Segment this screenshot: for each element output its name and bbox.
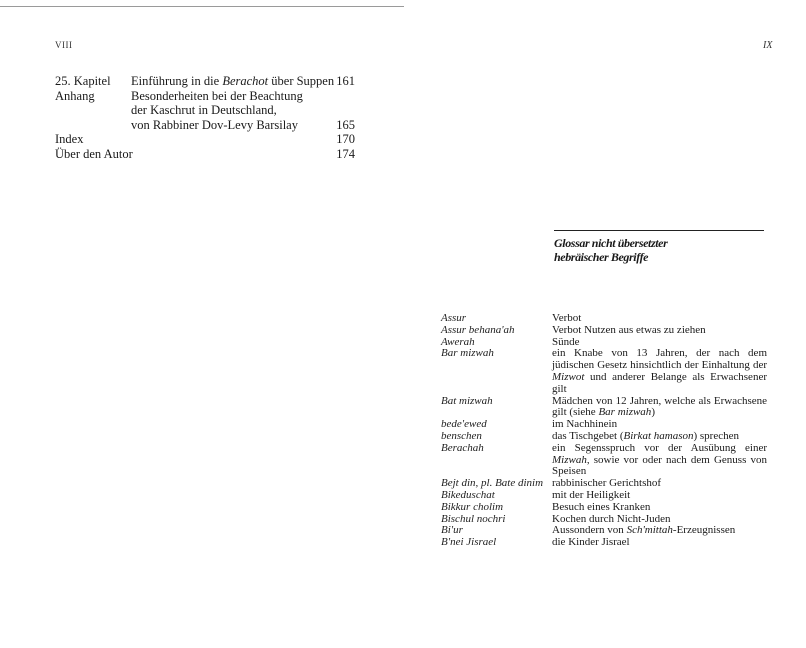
glossary-definition bbox=[552, 443, 767, 478]
glossary-definition-text: Mädchen von 12 Jahren, welche als Erwachsene gilt (siehe bbox=[552, 394, 767, 419]
glossary-definition-text: Verbot Nutzen aus etwas zu ziehen bbox=[552, 323, 706, 336]
glossary-definition-text: rabbinischer Gerichtshof bbox=[552, 477, 662, 490]
glossary-term: Awerah bbox=[441, 335, 475, 348]
toc-entry-author bbox=[55, 147, 355, 162]
table-of-contents bbox=[55, 74, 355, 161]
toc-label: 25. Kapitel bbox=[55, 74, 111, 88]
glossary-definition-text: mit der Heiligkeit bbox=[552, 488, 631, 501]
glossary-term: Bikkur cholim bbox=[441, 500, 504, 513]
toc-label: Anhang bbox=[55, 88, 95, 103]
glossary-definition-text: Sünde bbox=[552, 335, 580, 348]
glossary-term: Bar mizwah bbox=[441, 347, 494, 360]
glossary-term: Assur bbox=[441, 312, 467, 324]
glossary-term: Assur behana'ah bbox=[441, 323, 515, 336]
toc-title-line: Besonderheiten bei der Beachtung bbox=[131, 88, 303, 103]
toc-entry-index bbox=[55, 132, 355, 147]
glossary-heading bbox=[554, 236, 667, 264]
page-number-left: VIII bbox=[55, 40, 73, 50]
glossary-definition-italic: Bar mizwah bbox=[598, 406, 652, 419]
toc-page-number: 165 bbox=[336, 117, 355, 132]
glossary-definition-text: im Nachhinein bbox=[552, 418, 618, 431]
glossary-definition bbox=[552, 325, 767, 337]
glossary-definition-text: ) bbox=[651, 406, 655, 419]
glossary-entry bbox=[441, 325, 767, 337]
toc-page-number: 170 bbox=[336, 132, 355, 146]
toc-title: Über den Autor bbox=[55, 146, 133, 161]
glossary-term: Bikeduschat bbox=[441, 488, 495, 501]
glossary-definition-text: , sowie vor oder nach dem Genuss von Speisen bbox=[552, 453, 767, 478]
glossary-heading-line: hebräischer Begriffe bbox=[554, 250, 649, 264]
glossary-definition bbox=[552, 537, 767, 549]
glossary-definition-text: ein Knabe von 13 Jahren, der nach dem jüdischen Gesetz hinsichtlich der Einhaltung der bbox=[552, 347, 767, 372]
toc-page-number: 174 bbox=[336, 146, 355, 161]
toc-title bbox=[131, 74, 335, 89]
glossary-definition-text: das Tischgebet ( bbox=[552, 429, 624, 442]
toc-title bbox=[131, 89, 331, 133]
glossary-entry bbox=[441, 443, 767, 478]
glossary-definition-italic: Birkat hamason bbox=[623, 429, 694, 442]
toc-title-text: Einführung in die bbox=[131, 74, 223, 88]
glossary-definition-text: Kochen durch Nicht-Juden bbox=[552, 512, 671, 525]
toc-entry-appendix bbox=[55, 89, 355, 133]
glossary-definition-text: und anderer Belange als Erwachsener gilt bbox=[552, 370, 767, 395]
glossary-term: Bat mizwah bbox=[441, 394, 493, 407]
glossary-heading-line: Glossar nicht übersetzter bbox=[554, 236, 668, 250]
glossary-definition-italic: Sch'mittah bbox=[626, 524, 673, 537]
glossary-definition-text: Besuch eines Kranken bbox=[552, 500, 651, 513]
glossary-term: Bi'ur bbox=[441, 524, 463, 537]
glossary-definition-text: ein Segensspruch vor der Ausübung einer bbox=[552, 441, 767, 454]
glossary-definition-text: ) sprechen bbox=[693, 429, 739, 442]
glossary-term: bede'ewed bbox=[441, 418, 487, 431]
glossary-definition-text: Aussondern von bbox=[552, 524, 627, 537]
glossary-list bbox=[441, 313, 767, 549]
glossary-term: Bischul nochri bbox=[441, 512, 506, 525]
glossary-definition-text: die Kinder Jisrael bbox=[552, 536, 630, 549]
glossary-definition-italic: Mizwah bbox=[552, 453, 587, 466]
glossary-definition bbox=[552, 348, 767, 395]
glossary-definition-text: Verbot bbox=[552, 312, 582, 324]
glossary-term: B'nei Jisrael bbox=[441, 536, 497, 549]
glossary-definition bbox=[552, 396, 767, 420]
glossary-entry bbox=[441, 396, 767, 420]
toc-title-line: der Kaschrut in Deutschland, bbox=[131, 103, 277, 117]
glossary-heading-rule bbox=[554, 230, 764, 231]
glossary-entry bbox=[441, 348, 767, 395]
toc-entry-chapter-25 bbox=[55, 74, 355, 89]
top-rule bbox=[0, 6, 404, 7]
page-number-right: IX bbox=[763, 40, 773, 51]
toc-title-italic: Berachot bbox=[222, 74, 269, 88]
toc-title-line: von Rabbiner Dov-Levy Barsilay bbox=[131, 117, 298, 132]
glossary-term: benschen bbox=[441, 429, 482, 442]
glossary-term: Berachah bbox=[441, 441, 484, 454]
toc-page-number: 161 bbox=[336, 74, 355, 88]
glossary-definition-italic: Mizwot bbox=[552, 370, 585, 383]
glossary-definition-text: -Erzeugnissen bbox=[672, 524, 736, 537]
glossary-term: Bejt din, pl. Bate dinim bbox=[441, 477, 544, 490]
toc-title-text: über Suppen bbox=[268, 74, 335, 88]
toc-title: Index bbox=[55, 132, 84, 146]
glossary-entry bbox=[441, 537, 767, 549]
